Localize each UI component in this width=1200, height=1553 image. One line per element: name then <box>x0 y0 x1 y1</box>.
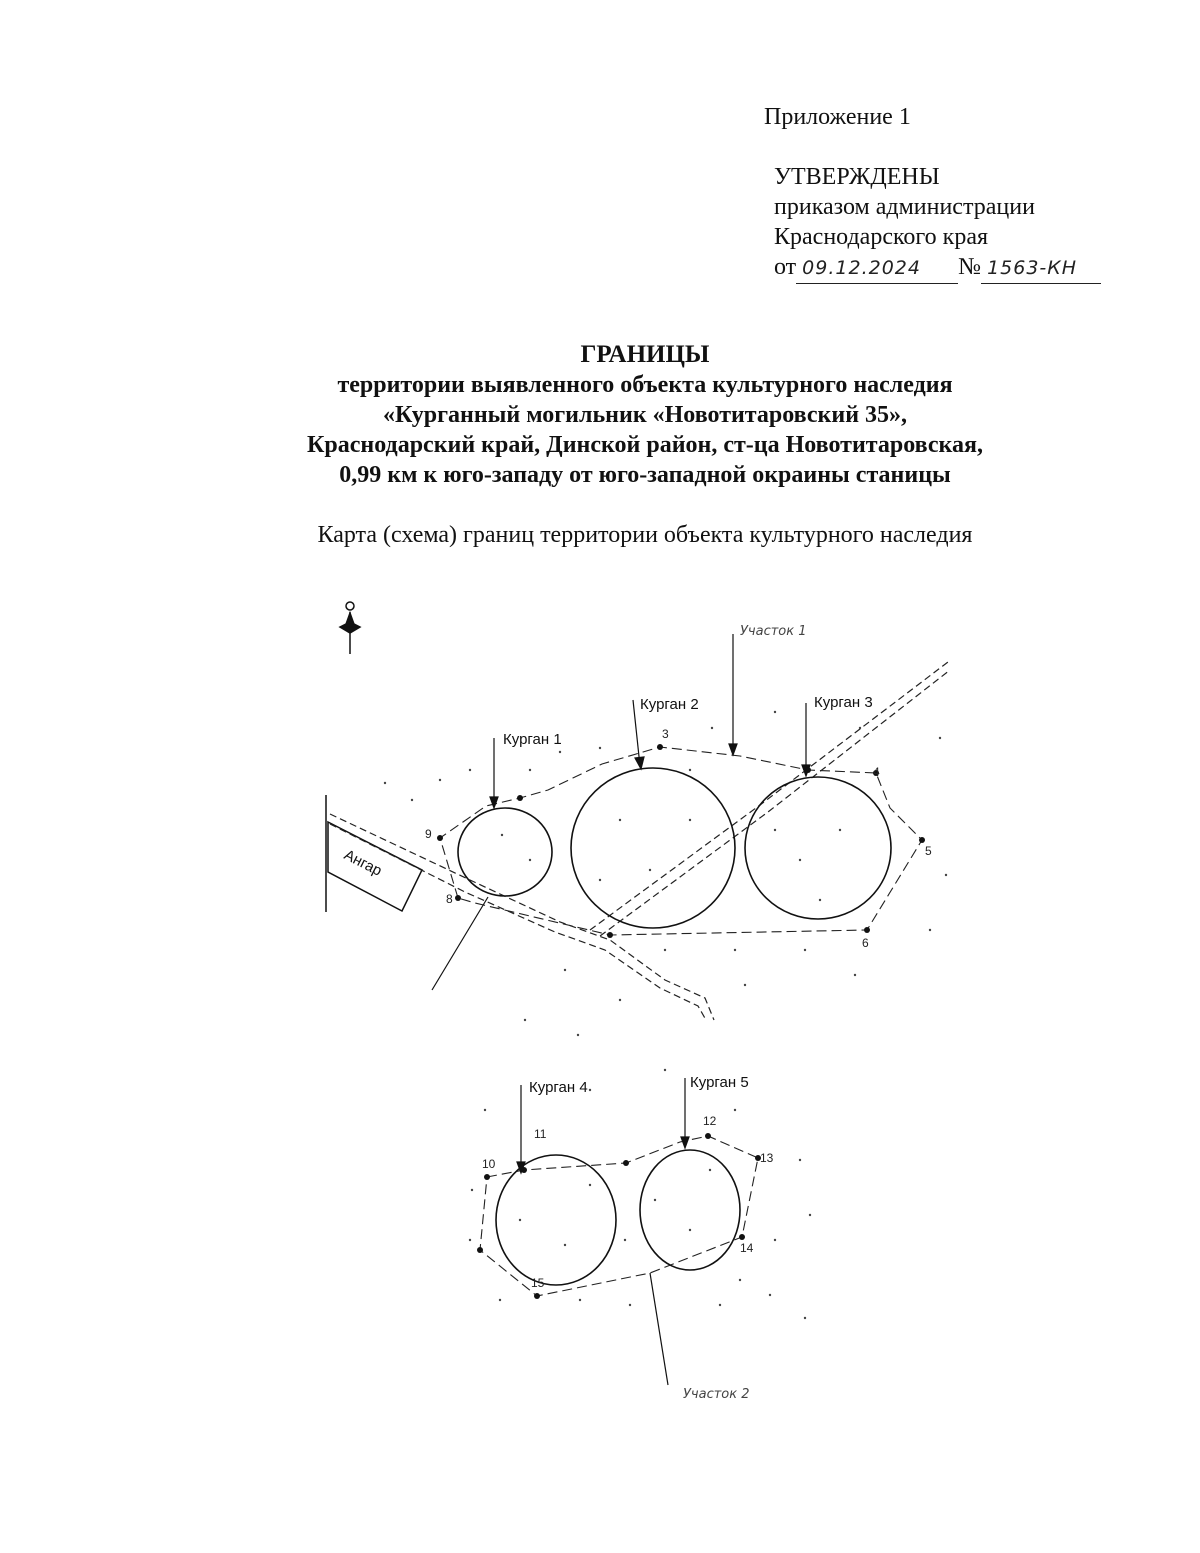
kurgan-4-mound <box>496 1155 616 1285</box>
approved-region: Краснодарского края <box>774 224 989 250</box>
kurgan-5-label: Курган 5 <box>690 1074 749 1091</box>
kurgan-leaders-plot-2 <box>517 1078 689 1385</box>
map-caption: Карта (схема) границ территории объекта культурного наследия <box>317 522 973 548</box>
point-4-label: 4 <box>873 765 880 779</box>
kurgan-leaders-plot-1 <box>432 634 810 990</box>
approved-by-order: приказом администрации <box>774 194 1035 220</box>
point-6-label: 6 <box>862 936 869 950</box>
point-12-label: 12 <box>703 1114 717 1128</box>
north-arrow-icon <box>340 602 360 654</box>
appendix-label: Приложение 1 <box>764 104 911 130</box>
kurgan-1-label: Курган 1 <box>503 731 562 748</box>
elevation-marks <box>384 711 947 1319</box>
point-3-label: 3 <box>662 727 669 741</box>
kurgan-5-mound <box>640 1150 740 1270</box>
point-15-label: 15 <box>531 1276 545 1290</box>
point-10-label: 10 <box>482 1157 496 1171</box>
point-13-label: 13 <box>760 1151 774 1165</box>
kurgan-2-mound <box>571 768 735 928</box>
plot-2-label: Участок 2 <box>683 1387 750 1402</box>
title-line-2: «Курганный могильник «Новотитаровский 35», <box>382 402 908 428</box>
handwritten-number: 1563-КН <box>981 253 1101 284</box>
point-8-label: 8 <box>446 892 453 906</box>
road-lines <box>330 662 950 1020</box>
kurgan-mounds-plot-2 <box>496 1150 740 1285</box>
kurgan-1-mound <box>458 808 552 896</box>
handwritten-date: 09.12.2024 <box>796 253 958 284</box>
point-11-label: 11 <box>534 1127 547 1141</box>
hangar-label: Ангар <box>341 846 385 880</box>
number-prefix: № <box>958 254 982 280</box>
kurgan-2-label: Курган 2 <box>640 696 699 713</box>
boundary-points-plot-2 <box>477 1133 761 1299</box>
plot-2-boundary <box>480 1136 758 1296</box>
title-line-4: 0,99 км к юго-западу от юго-западной окраины станицы <box>339 462 951 488</box>
date-prefix: от <box>774 254 797 280</box>
plot-1-label: Участок 1 <box>740 624 807 639</box>
kurgan-mounds-plot-1 <box>458 768 891 928</box>
title-line-3: Краснодарский край, Динской район, ст-ца Новотитаровская, <box>307 432 983 458</box>
point-9-label: 9 <box>425 827 432 841</box>
kurgan-3-mound <box>745 777 891 919</box>
point-5-label: 5 <box>925 844 932 858</box>
hangar-building <box>326 795 422 912</box>
kurgan-4-label: Курган 4 <box>529 1079 588 1096</box>
kurgan-3-label: Курган 3 <box>814 694 873 711</box>
plot-1-boundary <box>440 747 922 935</box>
point-14-label: 14 <box>740 1241 754 1255</box>
approved-heading: УТВЕРЖДЕНЫ <box>774 164 940 190</box>
title-line-1: территории выявленного объекта культурного наследия <box>337 372 953 398</box>
title-heading: ГРАНИЦЫ <box>580 341 710 368</box>
